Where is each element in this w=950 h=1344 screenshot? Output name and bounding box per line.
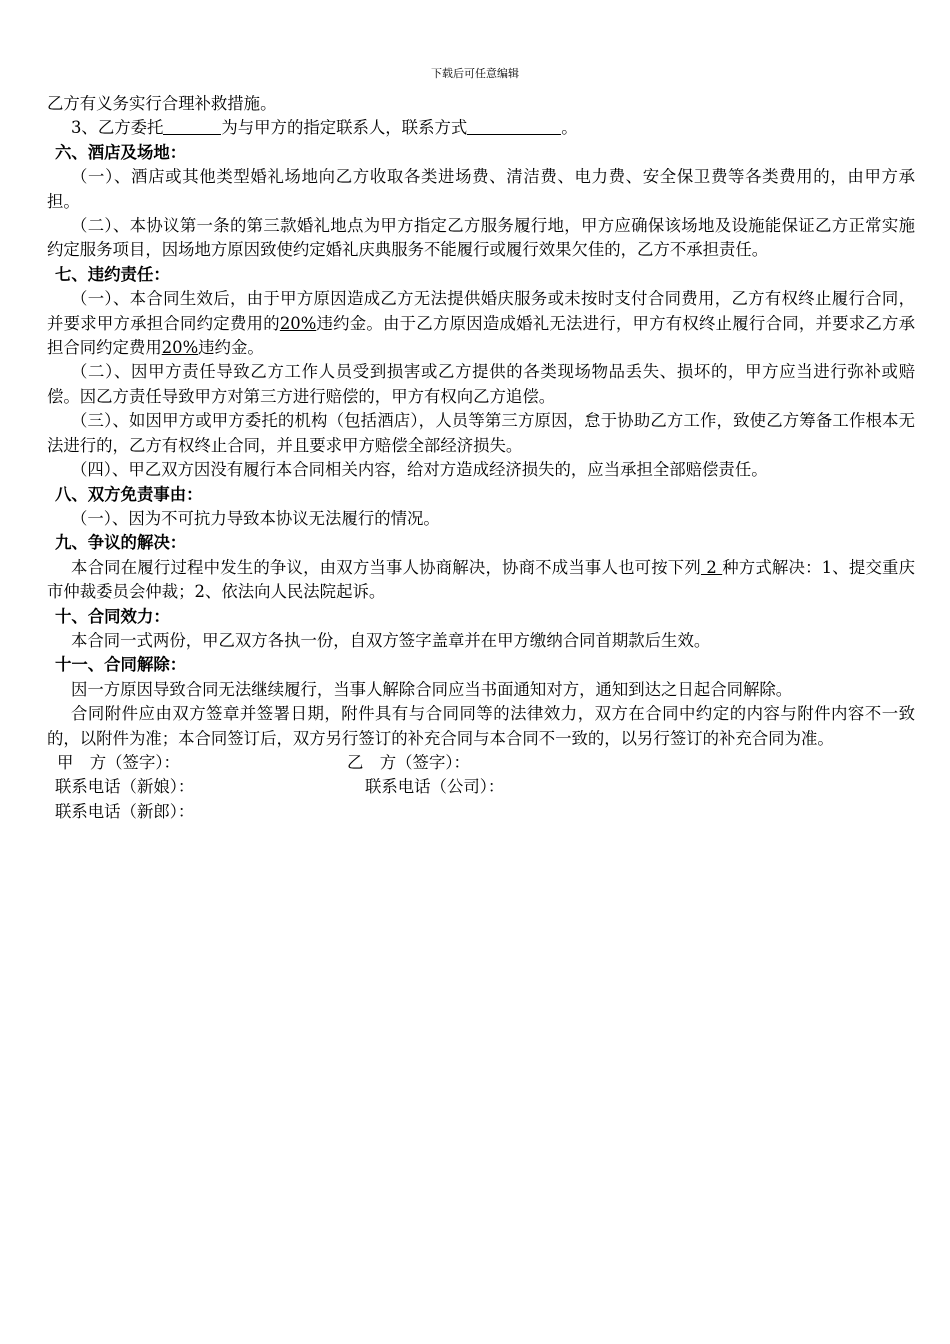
company-phone-label: 联系电话（公司）： xyxy=(365,777,505,797)
section-heading-termination: 十一、合同解除： xyxy=(55,655,187,675)
contact-text-b: 为与甲方的指定联系人，联系方式 xyxy=(221,118,468,138)
paragraph-venue-1: （一）、酒店或其他类型婚礼场地向乙方收取各类进场费、清洁费、电力费、安全保卫费等各类费用的，由甲方承担。 xyxy=(47,167,915,211)
section-heading-breach: 七、违约责任： xyxy=(55,264,170,284)
contract-body xyxy=(47,92,915,824)
paragraph-termination-1: 因一方原因导致合同无法继续履行，当事人解除合同应当书面通知对方，通知到达之日起合同解除。 xyxy=(71,679,793,699)
breach-text-c: 违约金。 xyxy=(198,338,264,358)
paragraph-validity: 本合同一式两份，甲乙双方各执一份，自双方签字盖章并在甲方缴纳合同首期款后生效。 xyxy=(71,630,711,650)
party-a-signature-label: 甲 方（签字）： xyxy=(57,752,180,772)
bride-phone-label: 联系电话（新娘）： xyxy=(55,777,195,797)
breach-text-a: （一）、本合同生效后，由于甲方原因造成乙方无法提供婚庆服务或未按时支付合同费用，乙方有权终止履行合同，并要求甲方承担合同约定费用的 xyxy=(47,289,915,333)
contact-text-c: 。 xyxy=(561,118,578,138)
paragraph-remedy: 乙方有义务实行合理补救措施。 xyxy=(47,94,277,113)
signature-row-3 xyxy=(47,800,915,824)
page-header: 下载后可任意编辑 xyxy=(431,67,519,80)
breach-text-b: 违约金。由于乙方原因造成婚礼无法进行，甲方有权终止履行合同，并要求乙方承担合同约定费用 xyxy=(47,313,916,358)
paragraph-termination-2: 合同附件应由双方签章并签署日期，附件具有与合同同等的法律效力，双方在合同中约定的内容与附件内容不一致的，以附件为准；本合同签订后，双方另行签订的补充合同与本合同不一致的，以另行签订的补充合同为准。 xyxy=(47,704,915,748)
groom-phone-label: 联系电话（新郎）： xyxy=(55,801,195,821)
paragraph-dispute xyxy=(47,556,915,605)
signature-row-2 xyxy=(47,775,915,799)
section-heading-exemption: 八、双方免责事由： xyxy=(55,484,203,504)
paragraph-contact-person xyxy=(47,116,915,140)
paragraph-breach-3: （三）、如因甲方或甲方委托的机构（包括酒店），人员等第三方原因，怠于协助乙方工作，致使乙方筹备工作根本无法进行的，乙方有权终止合同，并且要求甲方赔偿全部经济损失。 xyxy=(47,411,915,455)
dispute-text-b: 种方式解决：1、提交重庆市仲裁委员会仲裁；2、依法向人民法院起诉。 xyxy=(47,557,915,602)
section-heading-dispute: 九、争议的解决： xyxy=(55,533,187,553)
section-heading-venue: 六、酒店及场地： xyxy=(55,142,187,162)
paragraph-exemption-1: （一）、因为不可抗力导致本协议无法履行的情况。 xyxy=(71,508,440,528)
contact-person-blank xyxy=(163,117,221,135)
party-b-signature-label: 乙 方（签字）： xyxy=(347,752,470,772)
paragraph-breach-2: （二）、因甲方责任导致乙方工作人员受到损害或乙方提供的各类现场物品丢失、损坏的，甲方应当进行弥补或赔偿。因乙方责任导致甲方对第三方进行赔偿的，甲方有权向乙方追偿。 xyxy=(47,362,915,406)
contact-method-blank xyxy=(467,117,561,135)
paragraph-breach-4: （四）、甲乙双方因没有履行本合同相关内容，给对方造成经济损失的，应当承担全部赔偿责任。 xyxy=(71,460,768,480)
penalty-percent-1: 20% xyxy=(279,313,317,333)
dispute-text-a: 本合同在履行过程中发生的争议，由双方当事人协商解决，协商不成当事人也可按下列 xyxy=(71,557,701,577)
signature-row-1 xyxy=(47,751,915,775)
section-heading-validity: 十、合同效力： xyxy=(55,606,170,626)
contact-text-a: 3、乙方委托 xyxy=(71,118,164,138)
paragraph-breach-1 xyxy=(47,287,915,360)
paragraph-venue-2: （二）、本协议第一条的第三款婚礼地点为甲方指定乙方服务履行地，甲方应确保该场地及设施能保证乙方正常实施约定服务项目，因场地方原因致使约定婚礼庆典服务不能履行或履行效果欠佳的，乙方不承担责任。 xyxy=(47,216,915,260)
dispute-method-count: 2 xyxy=(700,557,723,577)
penalty-percent-2: 20% xyxy=(161,338,199,358)
